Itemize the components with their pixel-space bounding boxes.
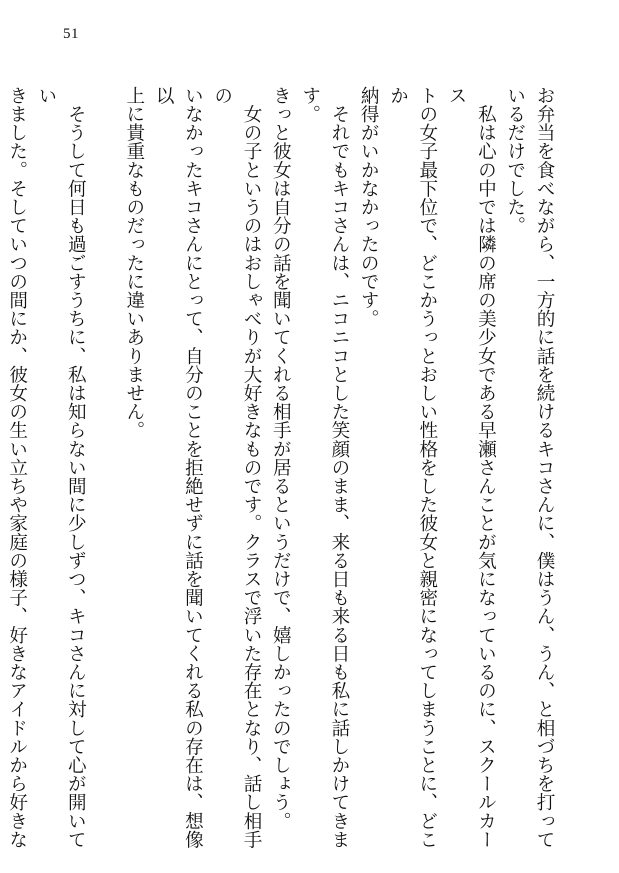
- text-line: 女の子というのはおしゃべりが大好きなものです。クラスで浮いた存在となり、話し相手の: [211, 86, 263, 849]
- text-line: 私は心の中では隣の席の美少女である早瀬さんことが気になっているのに、スクールカース: [446, 86, 497, 849]
- text-line: いなかったキコさんにとって、自分のことを拒絶せずに話を聞いてくれる私の存在は、想像以: [153, 86, 204, 849]
- text-line: いるだけでした。: [504, 86, 526, 235]
- text-line: それでもキコさんは、ニコニコとした笑顔のまま、来る日も来る日も私に話しかけてきます。: [299, 86, 350, 849]
- text-line: トの女子最下位で、どこかうっとおしい性格をした彼女と親密になってしまうことに、どこか: [387, 86, 438, 849]
- page-number: 51: [63, 26, 79, 42]
- text-line: お弁当を食べながら、一方的に話を続けるキコさんに、僕はうん、うん、と相づちを打って: [534, 86, 555, 849]
- text-line: 上に貴重なものだったに違いありません。: [123, 86, 145, 440]
- blank-line: [90, 86, 119, 856]
- text-line: きっと彼女は自分の話を聞いてくれる相手が居るというだけで、嬉しかったのでしょう。: [270, 86, 292, 830]
- vertical-text-body: [0, 86, 559, 856]
- text-line: そうして何日も過ごすうちに、私は知らない間に少しずつ、キコさんに対して心が開いてい: [35, 86, 87, 849]
- text-line: きました。そしていつの間にか、彼女の生い立ちや家庭の様子、好きなアイドルから好きな: [6, 86, 28, 849]
- text-line: 納得がいかなかったのです。: [358, 86, 380, 328]
